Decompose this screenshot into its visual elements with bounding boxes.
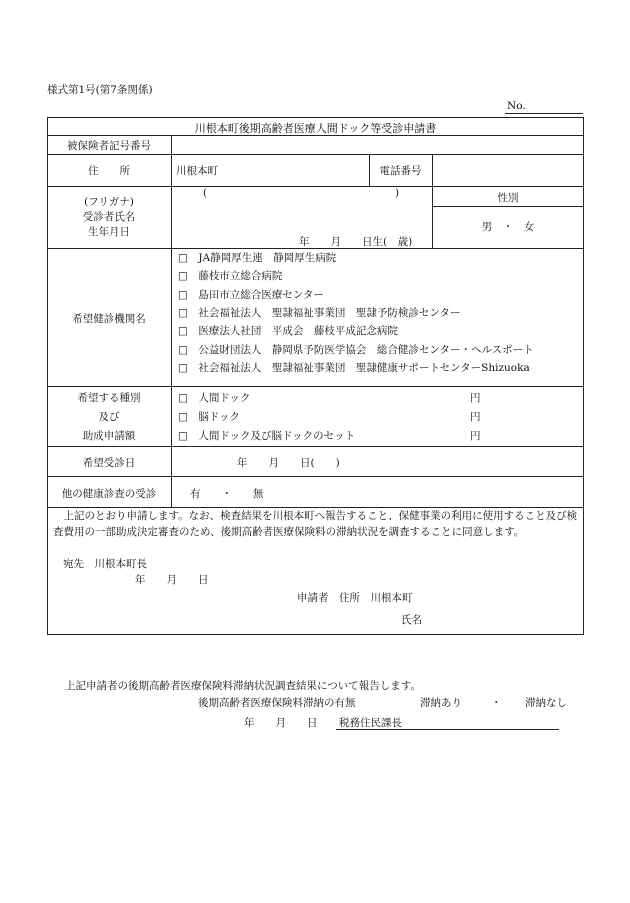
address-value: 川根本町 [176, 165, 218, 177]
form-id: 様式第1号(第7条関係) [47, 84, 153, 96]
insured-number-label: 被保険者記号番号 [67, 140, 151, 152]
form-title: 川根本町後期高齢者医療人間ドック等受診申請書 [194, 122, 437, 135]
phone-field[interactable] [434, 156, 582, 184]
applicant-address: 申請者 住所 川根本町 [297, 592, 413, 604]
number-underline [505, 113, 583, 114]
insured-number-field[interactable] [172, 136, 583, 153]
type-yen: 円 [470, 392, 481, 404]
number-label: No. [507, 100, 526, 112]
arrears-no[interactable]: 滞納なし [525, 697, 567, 709]
institution-option[interactable]: □ 公益財団法人 静岡県予防医学協会 総合健診センター・ヘルスポート [178, 344, 534, 356]
birthdate-value: 年 月 日生( 歳) [299, 236, 413, 248]
institution-option[interactable]: □ 藤枝市立総合病院 [178, 270, 283, 282]
institution-label: 希望健診機関名 [72, 313, 146, 325]
gender-options[interactable]: 男 ・ 女 [481, 221, 535, 233]
type-label-line2: 及び [98, 411, 120, 423]
institution-option[interactable]: □ JA静岡厚生連 静岡厚生病院 [178, 252, 337, 264]
type-label-line1: 希望する種別 [77, 392, 141, 404]
type-yen: 円 [470, 411, 481, 423]
institution-option[interactable]: □ 社会福祉法人 聖隷福祉事業団 聖隷健康サポートセンターShizuoka [178, 362, 530, 374]
furigana-field[interactable] [212, 188, 392, 203]
application-date[interactable]: 年 月 日 [135, 574, 209, 586]
address-field[interactable] [230, 156, 366, 184]
address-label: 住 所 [88, 165, 130, 177]
report-date: 年 月 日 [244, 717, 318, 729]
arrears-label: 後期高齢者医療保険料滞納の有無 [198, 697, 356, 709]
type-label-line3: 助成申請額 [82, 430, 136, 442]
report-signature-line [336, 729, 559, 730]
report-text: 上記申請者の後期高齢者医療保険料滞納状況調査結果について報告します。 [65, 680, 421, 692]
institution-option[interactable]: □ 社会福祉法人 聖隷福祉事業団 聖隷予防検診センター [178, 307, 461, 319]
arrears-separator: ・ [491, 697, 502, 709]
gender-label: 性別 [497, 192, 519, 204]
desired-date-label: 希望受診日 [82, 457, 136, 469]
phone-label: 電話番号 [379, 165, 422, 177]
name-label: 受診者氏名 [82, 211, 136, 223]
type-option[interactable]: □ 人間ドック及び脳ドックのセット [178, 430, 356, 442]
type-yen: 円 [470, 430, 481, 442]
arrears-yes[interactable]: 滞納あり [420, 697, 462, 709]
consent-statement: 上記のとおり申請します。なお、検査結果を川根本町へ報告すること、保健事業の利用に使用すること及び検査費用の一部助成決定審査のため、後期高齢者医療保険料の滞納状況を調査することに同意します。 [53, 510, 578, 538]
desired-date-value[interactable]: 年 月 日( ) [237, 457, 340, 469]
type-option[interactable]: □ 人間ドック [178, 392, 251, 404]
birthdate-label: 生年月日 [88, 226, 130, 238]
applicant-name-label: 氏名 [401, 614, 422, 626]
institution-option[interactable]: □ 医療法人社団 平成会 藤枝平成記念病院 [178, 325, 398, 337]
other-exam-options[interactable]: 有 ・ 無 [190, 488, 264, 500]
other-exam-label: 他の健康診査の受診 [61, 488, 157, 500]
report-section: 税務住民課長 [339, 717, 402, 729]
furigana-label: (フリガナ) [84, 196, 134, 208]
institution-option[interactable]: □ 島田市立総合医療センター [178, 289, 325, 301]
name-field[interactable] [175, 205, 429, 230]
furigana-close-paren: ) [395, 187, 400, 199]
furigana-open-paren: ( [203, 187, 208, 199]
type-option[interactable]: □ 脳ドック [178, 411, 241, 423]
addressee: 宛先 川根本町長 [63, 558, 147, 570]
